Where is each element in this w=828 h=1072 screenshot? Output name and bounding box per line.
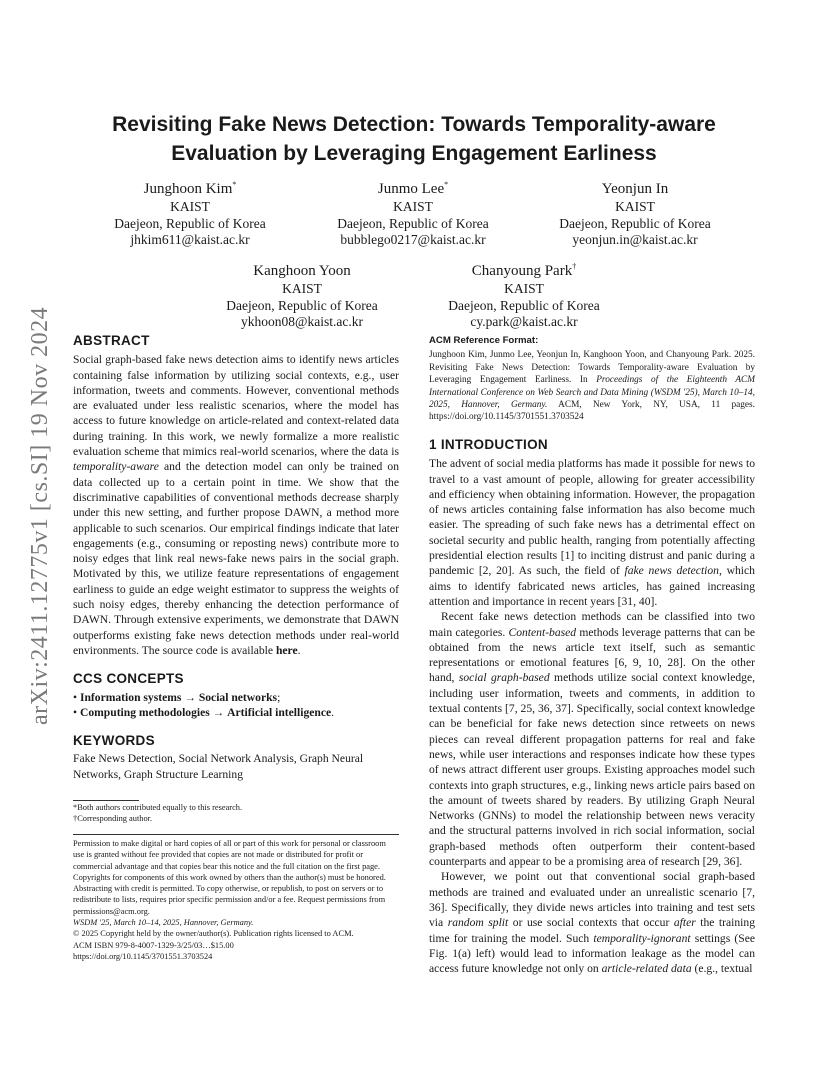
author-location: Daejeon, Republic of Korea bbox=[448, 297, 600, 313]
author-name: Kanghoon Yoon bbox=[253, 263, 351, 279]
author-block bbox=[540, 175, 730, 249]
paper-title: Revisiting Fake News Detection: Towards Temporality-aware Evaluation by Leveraging Engagement Earliness bbox=[112, 113, 716, 165]
author-block bbox=[429, 257, 619, 331]
author-affiliation: KAIST bbox=[170, 199, 210, 214]
venue-line: WSDM '25, March 10–14, 2025, Hannover, Germany. bbox=[73, 918, 254, 928]
footnote-equal-contribution: *Both authors contributed equally to this research. bbox=[73, 803, 243, 812]
keywords-text: Fake News Detection, Social Network Analysis, Graph Neural Networks, Graph Structure Learning bbox=[73, 752, 364, 781]
arxiv-stamp: arXiv:2411.12775v1 [cs.SI] 19 Nov 2024 bbox=[27, 306, 53, 725]
footnote-corresponding: †Corresponding author. bbox=[73, 814, 153, 824]
ccs-item: • Computing methodologies → Artificial intelligence. bbox=[73, 705, 335, 719]
left-column bbox=[73, 333, 399, 782]
author-block bbox=[318, 175, 508, 249]
author-name: Junghoon Kim* bbox=[143, 180, 237, 197]
author-email: ykhoon08@kaist.ac.kr bbox=[241, 314, 363, 329]
isbn-line: ACM ISBN 979-8-4007-1329-3/25/03…$15.00 bbox=[73, 940, 234, 950]
author-name: Chanyoung Park† bbox=[471, 262, 577, 279]
copyright-line: © 2025 Copyright held by the owner/author(s). Publication rights licensed to ACM. bbox=[73, 929, 354, 939]
author-block bbox=[95, 175, 285, 249]
acm-reference bbox=[429, 335, 755, 424]
author-affiliation: KAIST bbox=[282, 281, 322, 296]
intro-paragraph: However, we point out that conventional social graph-based methods are trained and evaluated under an unrealistic scenario [7, 36]. Specifically, they divide news articles into training and test sets via random split or use social contexts that occur after the training time for training the model. Such temporality-ignorant settings (See Fig. 1(a) left) would lead to information leakage as the model can access future knowledge not only on article-related data (e.g., textual bbox=[429, 870, 755, 976]
intro-paragraph: Recent fake news detection methods can be classified into two main categories. Content-based methods leverage patterns that can be obtained from the news article text itself, such as semantic representations or emotional features [6, 9, 10, 28]. On the other hand, social graph-based methods utilize social context knowledge, including user information, tweets and comments, in addition to textual contents [7, 25, 36, 37]. Specifically, social context knowledge can be beneficial for fake news detection since retweets on news pieces can reveal different propagation patterns for real and fake news, while user interactions and responses indicate how these types of news attract different user groups. Existing approaches model such contexts into graph structures, e.g., linking news article pairs based on the amount of tweets shared by readers. By utilizing Graph Neural Networks (GNNs) to model the relationship between news veracity and the structural patterns involved in rich social information, social graph-based methods often outperform their content-based counterparts and appear to be a promising area of research [29, 36]. bbox=[429, 610, 755, 869]
author-name: Yeonjun In bbox=[601, 181, 669, 197]
acm-reference-heading: ACM Reference Format: bbox=[429, 335, 539, 346]
keywords-heading: KEYWORDS bbox=[73, 733, 155, 749]
source-code-link[interactable]: here bbox=[275, 643, 298, 657]
author-name: Junmo Lee* bbox=[377, 180, 449, 197]
footnotes bbox=[73, 802, 399, 825]
author-email: jhkim611@kaist.ac.kr bbox=[130, 232, 250, 247]
doi-line[interactable]: https://doi.org/10.1145/3701551.3703524 bbox=[73, 951, 213, 961]
abstract-text: Social graph-based fake news detection aims to identify news articles containing false information by utilizing social contexts, e.g., user information, tweets and comments. However, conventional methods are evaluated under less realistic scenarios, where the model has access to future knowledge on article-related and context-related data during training. In this work, we newly formalize a more realistic evaluation scheme that mimics real-world scenarios, where the data is temporality-aware and the detection model can only be trained on data collected up to a certain point in time. We show that the discriminative capabilities of conventional methods decrease sharply under this new setting, and further propose DAWN, a method more applicable to such scenarios. Our empirical findings indicate that later engagements (e.g., consuming or reposting news) contribute more to noisy edges that link real news-fake news pairs in the social graph. Motivated by this, we utilize feature representations of engagement earliness to guide an edge weight estimator to suppress the weights of such noisy edges, thereby enhancing the detection performance of DAWN. Through extensive experiments, we demonstrate that DAWN outperforms existing fake news detection methods under real-world environments. The source code is available here. bbox=[73, 353, 399, 657]
author-affiliation: KAIST bbox=[615, 199, 655, 214]
author-location: Daejeon, Republic of Korea bbox=[114, 215, 266, 231]
introduction-section bbox=[429, 437, 755, 976]
permission-block bbox=[73, 838, 399, 962]
intro-paragraph: The advent of social media platforms has made it possible for news to travel to a vast amount of people, allowing for greater accessibility and efficiency when obtaining information. However, the propagation of news articles containing false information has also become much easier. The spreading of such fake news has a detrimental effect on societal security and public health, ranging from potentially affecting presidential election results [1] to inciting distrust and panic during a pandemic [2, 20]. As such, the field of fake news detection, which aims to identify fabricated news articles, has gained increasing attention and importance in recent years [31, 40]. bbox=[429, 457, 755, 608]
author-email: yeonjun.in@kaist.ac.kr bbox=[572, 232, 698, 247]
permission-rule bbox=[73, 834, 399, 835]
author-location: Daejeon, Republic of Korea bbox=[337, 215, 489, 231]
author-email: cy.park@kaist.ac.kr bbox=[470, 314, 578, 329]
author-block bbox=[207, 257, 397, 331]
author-affiliation: KAIST bbox=[393, 199, 433, 214]
abstract-heading: ABSTRACT bbox=[73, 333, 150, 348]
author-email: bubblego0217@kaist.ac.kr bbox=[340, 232, 486, 247]
footnote-rule bbox=[73, 800, 139, 801]
author-location: Daejeon, Republic of Korea bbox=[226, 297, 378, 313]
ccs-item: • Information systems → Social networks; bbox=[73, 690, 281, 704]
author-affiliation: KAIST bbox=[504, 281, 544, 296]
ccs-list bbox=[73, 690, 399, 721]
permission-text: Permission to make digital or hard copies of all or part of this work for personal or classroom use is granted without fee provided that copies are not made or distributed for profit or commercial advantage and that copies bear this notice and the full citation on the first page. Copyrights for components of this work owned by others than the author(s) must be honored. Abstracting with credit is permitted. To copy otherwise, or republish, to post on servers or to redistribute to lists, requires prior specific permission and/or a fee. Request permissions from permissions@acm.org. bbox=[73, 839, 386, 916]
acm-reference-text: Junghoon Kim, Junmo Lee, Yeonjun In, Kanghoon Yoon, and Chanyoung Park. 2025. Revisiting Fake News Detection: Towards Temporality-aware Evaluation by Leveraging Engagement Earliness. In Proceedings of the Eighteenth ACM International Conference on Web Search and Data Mining (WSDM '25), March 10–14, 2025, Hannover, Germany. ACM, New York, NY, USA, 11 pages. https://doi.org/10.1145/3701551.3703524 bbox=[429, 350, 755, 423]
introduction-heading: 1 INTRODUCTION bbox=[429, 437, 548, 452]
ccs-heading: CCS CONCEPTS bbox=[73, 671, 184, 687]
author-location: Daejeon, Republic of Korea bbox=[559, 215, 711, 231]
